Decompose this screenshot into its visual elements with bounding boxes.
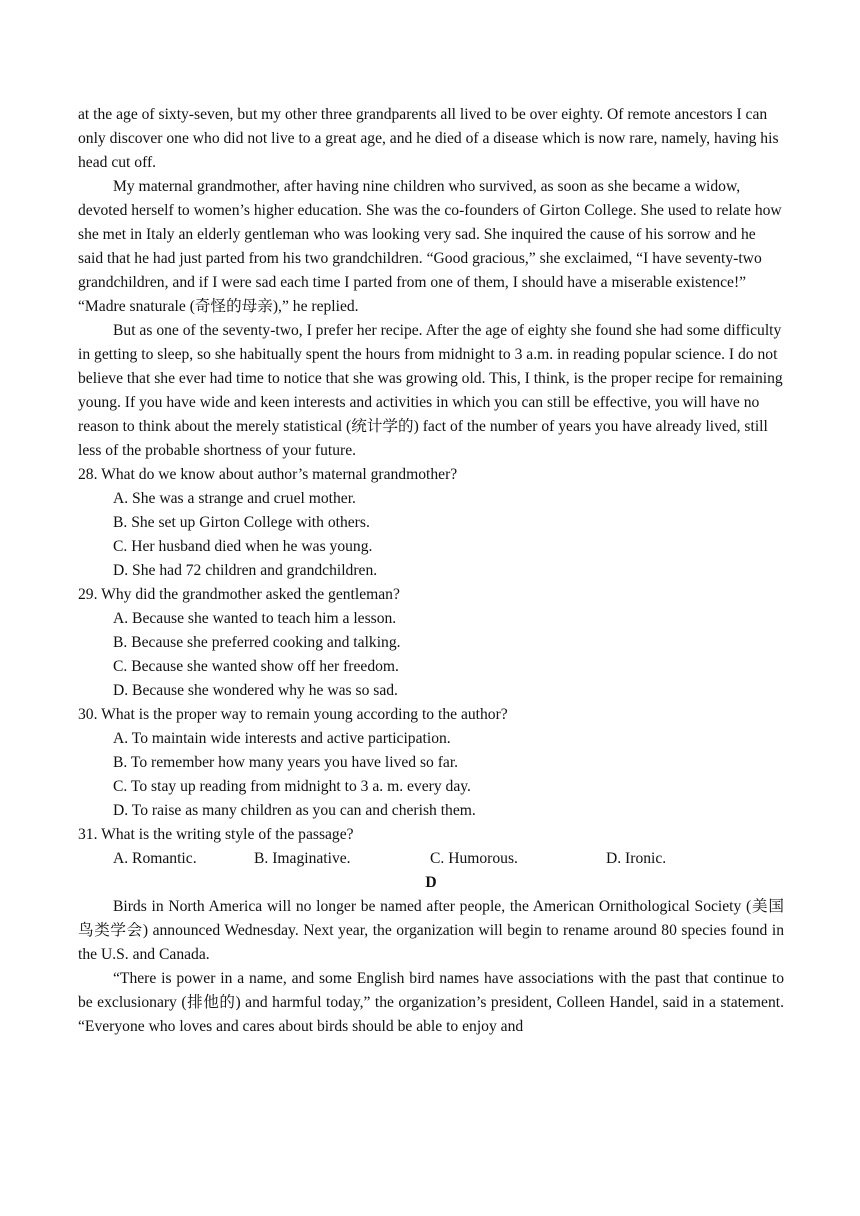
- options-row: [113, 847, 784, 871]
- option-b: B. She set up Girton College with others.: [113, 514, 370, 531]
- option-c: C. Her husband died when he was young.: [113, 538, 373, 555]
- question-30: [78, 703, 784, 823]
- question-28: [78, 463, 784, 583]
- exam-page: [78, 103, 784, 1039]
- passage-paragraph: “There is power in a name, and some English bird names have associations with the past that continue to be exclusionary (排他的) and harmful today,” the organization’s president, Colleen Handel, said in a statement. “Everyone who loves and cares about birds should be able to enjoy and: [78, 970, 784, 1035]
- passage-paragraph: My maternal grandmother, after having nine children who survived, as soon as she became a widow, devoted herself to women’s higher education. She was the co-founders of Girton College. She used to relate how she met in Italy an elderly gentleman who was looking very sad. She inquired the cause of his sorrow and he said that he had just parted from his two grandchildren. “Good gracious,” she exclaimed, “I have seventy-two grandchildren, and if I were sad each time I parted from one of them, I should have a miserable existence!” “Madre snaturale (奇怪的母亲),” he replied.: [78, 178, 782, 315]
- option-d: D. Ironic.: [606, 850, 667, 867]
- question-stem: 28. What do we know about author’s maternal grandmother?: [78, 466, 458, 483]
- passage-heading: D: [425, 874, 437, 891]
- question-stem: 29. Why did the grandmother asked the gentleman?: [78, 586, 400, 603]
- option-c: C. Because she wanted show off her freedom.: [113, 658, 399, 675]
- option-b: B. Imaginative.: [254, 850, 351, 867]
- option-d: D. To raise as many children as you can and cherish them.: [113, 802, 476, 819]
- question-29: [78, 583, 784, 703]
- question-31: [78, 823, 784, 871]
- option-a: A. Because she wanted to teach him a lesson.: [113, 610, 397, 627]
- option-d: D. She had 72 children and grandchildren.: [113, 562, 378, 579]
- option-a: A. Romantic.: [113, 850, 197, 867]
- option-c: C. Humorous.: [430, 850, 518, 867]
- passage-paragraph: at the age of sixty-seven, but my other three grandparents all lived to be over eighty. Of remote ancestors I can only discover one who did not live to a great age, and he died of a disease which is now rare, namely, having his head cut off.: [78, 106, 779, 171]
- option-b: B. Because she preferred cooking and talking.: [113, 634, 401, 651]
- option-a: A. She was a strange and cruel mother.: [113, 490, 356, 507]
- option-c: C. To stay up reading from midnight to 3 a. m. every day.: [113, 778, 471, 795]
- passage-paragraph: Birds in North America will no longer be named after people, the American Ornithological Society (美国鸟类学会) announced Wednesday. Next year, the organization will begin to rename around 80 species found in the U.S. and Canada.: [78, 898, 784, 963]
- question-stem: 31. What is the writing style of the passage?: [78, 826, 354, 843]
- passage-d: [78, 871, 784, 1039]
- passage-paragraph: But as one of the seventy-two, I prefer her recipe. After the age of eighty she found she had some difficulty in getting to sleep, so she habitually spent the hours from midnight to 3 a.m. in reading popular science. I do not believe that she ever had time to notice that she was growing old. This, I think, is the proper recipe for remaining young. If you have wide and keen interests and activities in which you can still be effective, you will have no reason to think about the merely statistical (统计学的) fact of the number of years you have already lived, still less of the probable shortness of your future.: [78, 322, 783, 459]
- passage-c: [78, 103, 784, 463]
- option-a: A. To maintain wide interests and active participation.: [113, 730, 451, 747]
- question-stem: 30. What is the proper way to remain young according to the author?: [78, 706, 508, 723]
- option-b: B. To remember how many years you have lived so far.: [113, 754, 459, 771]
- option-d: D. Because she wondered why he was so sad.: [113, 682, 398, 699]
